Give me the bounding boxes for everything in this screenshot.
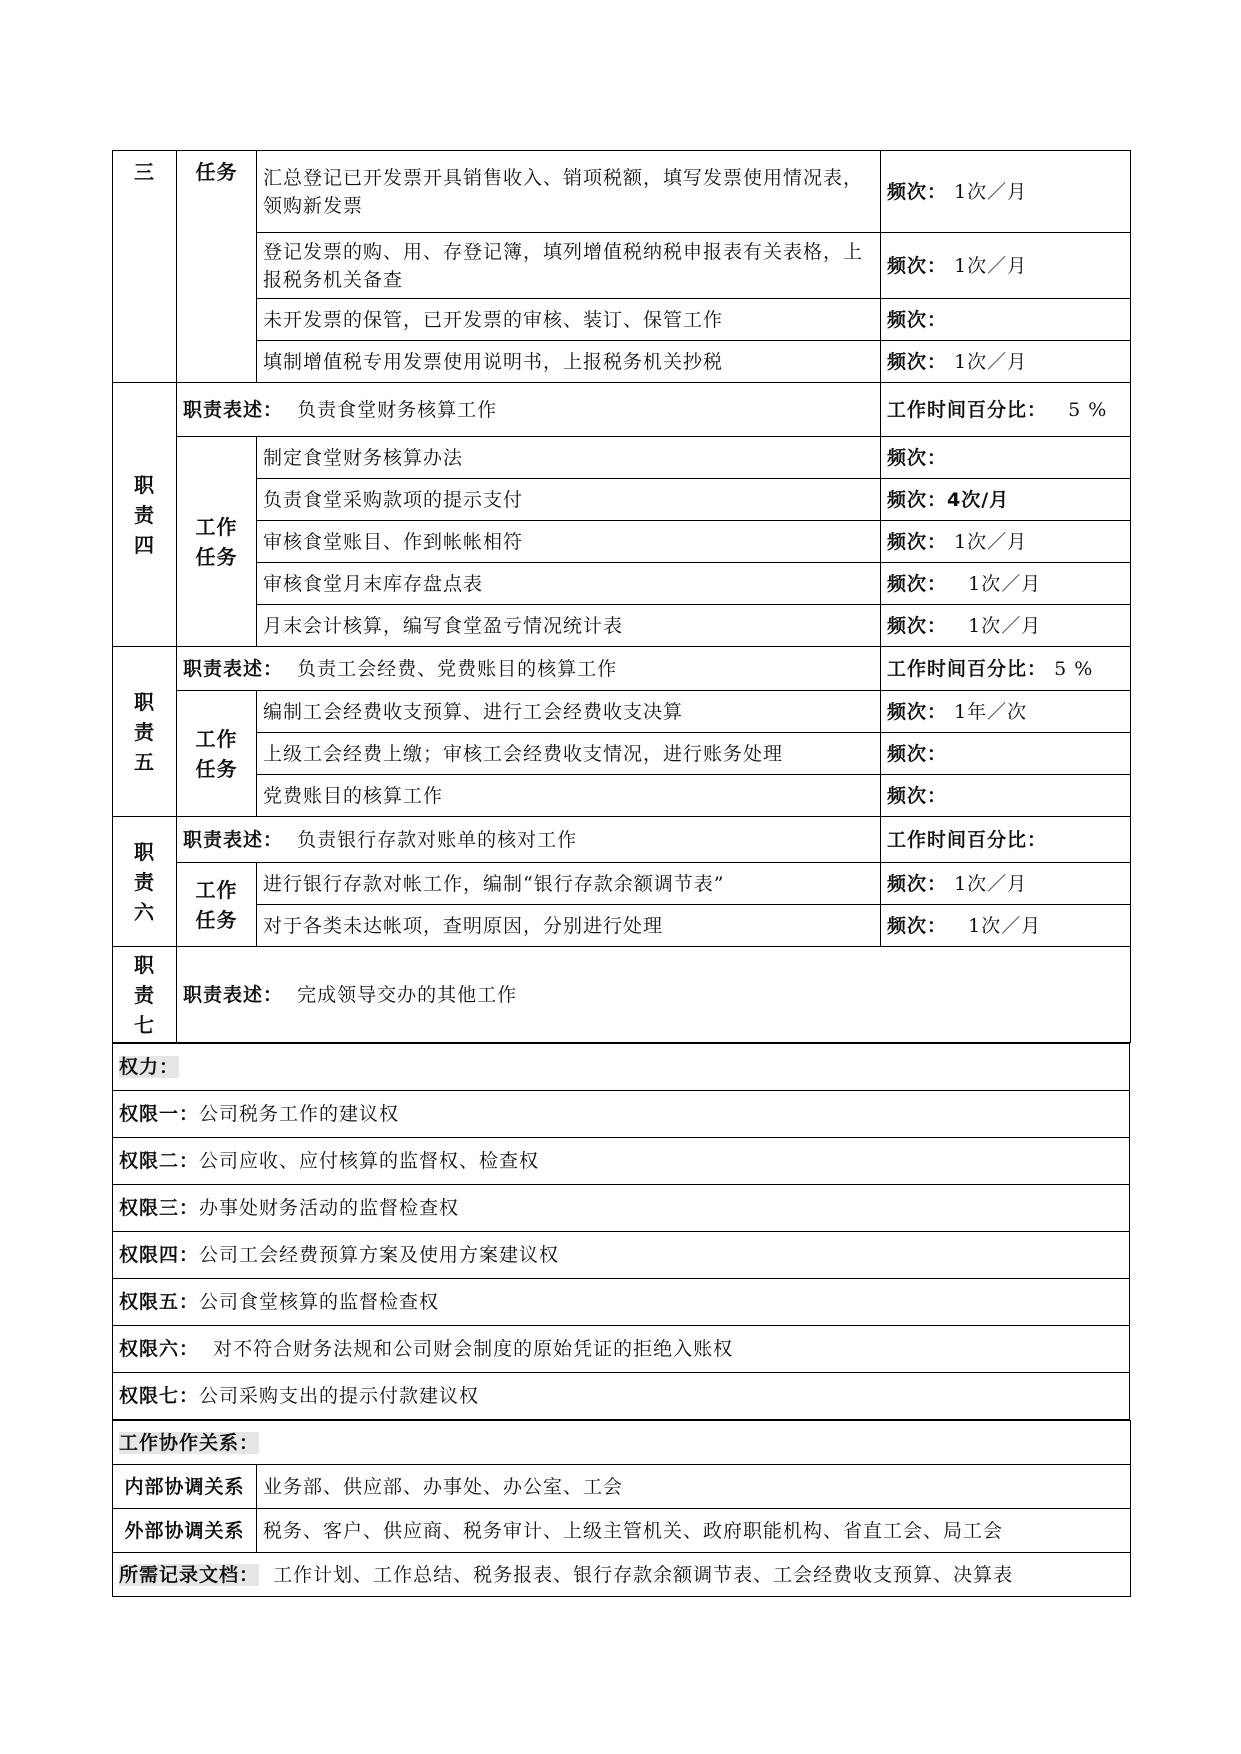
s4-task-row	[113, 479, 1131, 521]
external-label: 外部协调关系	[113, 1509, 257, 1553]
s5-task-frequency: 频次：	[881, 733, 1131, 775]
authority-item: 权限六： 对不符合财务法规和公司财会制度的原始凭证的拒绝入账权	[113, 1326, 1130, 1373]
s4-task-text: 制定食堂财务核算办法	[257, 437, 881, 479]
s3-label: 三	[113, 151, 177, 383]
s5-task-frequency: 频次：	[881, 775, 1131, 817]
internal-row	[113, 1465, 1131, 1509]
s3-task-row	[113, 299, 1131, 341]
s3-task-text: 填制增值税专用发票使用说明书，上报税务机关抄税	[257, 341, 881, 383]
s6-task-frequency: 频次： 1次／月	[881, 863, 1131, 905]
external-value: 税务、客户、供应商、税务审计、上级主管机关、政府职能机构、省直工会、局工会	[257, 1509, 1131, 1553]
s3-task-label: 任务	[177, 151, 257, 383]
s3-task-row	[113, 151, 1131, 233]
authority-item: 权限五：公司食堂核算的监督检查权	[113, 1279, 1130, 1326]
s6-task-text: 进行银行存款对帐工作，编制“银行存款余额调节表”	[257, 863, 881, 905]
s4-task-frequency: 频次： 1次／月	[881, 563, 1131, 605]
s4-task-frequency: 频次： 1次／月	[881, 605, 1131, 647]
s3-task-row	[113, 233, 1131, 299]
authority-title: 权力：	[113, 1044, 1130, 1091]
s5-desc: 职责表述： 负责工会经费、党费账目的核算工作	[177, 647, 881, 691]
s3-task-frequency: 频次： 1次／月	[881, 151, 1131, 233]
s6-task-text: 对于各类未达帐项，查明原因，分别进行处理	[257, 905, 881, 947]
s3-task-row	[113, 341, 1131, 383]
s5-weight: 工作时间百分比： 5 %	[881, 647, 1131, 691]
s6-desc: 职责表述： 负责银行存款对账单的核对工作	[177, 817, 881, 863]
authority-row	[113, 1232, 1130, 1279]
authority-table	[112, 1043, 1130, 1420]
s4-task-text: 审核食堂账目、作到帐帐相符	[257, 521, 881, 563]
collaboration-title: 工作协作关系：	[113, 1421, 1131, 1465]
s4-task-row	[113, 605, 1131, 647]
s4-desc: 职责表述： 负责食堂财务核算工作	[177, 383, 881, 437]
s6-task-row	[113, 863, 1131, 905]
s4-task-row	[113, 563, 1131, 605]
records: 所需记录文档： 工作计划、工作总结、税务报表、银行存款余额调节表、工会经费收支预算、决算表	[113, 1553, 1131, 1597]
s6-task-row	[113, 905, 1131, 947]
s5-task-row	[113, 733, 1131, 775]
records-row	[113, 1553, 1131, 1597]
authority-row	[113, 1138, 1130, 1185]
s6-desc-row	[113, 817, 1131, 863]
s4-task-row	[113, 437, 1131, 479]
s4-label: 职 责 四	[113, 383, 177, 647]
collaboration-title-row	[113, 1421, 1131, 1465]
s4-desc-row	[113, 383, 1131, 437]
s5-task-text: 上级工会经费上缴；审核工会经费收支情况，进行账务处理	[257, 733, 881, 775]
s5-task-row	[113, 691, 1131, 733]
s4-task-frequency: 频次： 1次／月	[881, 521, 1131, 563]
s6-task-frequency: 频次： 1次／月	[881, 905, 1131, 947]
s3-task-text: 未开发票的保管，已开发票的审核、装订、保管工作	[257, 299, 881, 341]
s5-task-text: 党费账目的核算工作	[257, 775, 881, 817]
authority-item: 权限二：公司应收、应付核算的监督权、检查权	[113, 1138, 1130, 1185]
s6-label: 职 责 六	[113, 817, 177, 947]
s7-desc-row	[113, 947, 1131, 1043]
s4-task-frequency: 频次：4次/月	[881, 479, 1131, 521]
s3-task-frequency: 频次： 1次／月	[881, 341, 1131, 383]
external-row	[113, 1509, 1131, 1553]
s4-task-frequency: 频次：	[881, 437, 1131, 479]
s4-weight: 工作时间百分比： 5 %	[881, 383, 1131, 437]
s4-task-row	[113, 521, 1131, 563]
authority-row	[113, 1326, 1130, 1373]
s5-label: 职 责 五	[113, 647, 177, 817]
s3-task-frequency: 频次：	[881, 299, 1131, 341]
s3-task-text: 汇总登记已开发票开具销售收入、销项税额，填写发票使用情况表，领购新发票	[257, 151, 881, 233]
authority-item: 权限三：办事处财务活动的监督检查权	[113, 1185, 1130, 1232]
s4-task-text: 负责食堂采购款项的提示支付	[257, 479, 881, 521]
authority-row	[113, 1091, 1130, 1138]
s4-task-label: 工作 任务	[177, 437, 257, 647]
authority-item: 权限七：公司采购支出的提示付款建议权	[113, 1373, 1130, 1420]
s6-weight: 工作时间百分比：	[881, 817, 1131, 863]
authority-row	[113, 1185, 1130, 1232]
s7-label: 职 责 七	[113, 947, 177, 1043]
s6-task-label: 工作 任务	[177, 863, 257, 947]
authority-row	[113, 1279, 1130, 1326]
s5-desc-row	[113, 647, 1131, 691]
s5-task-row	[113, 775, 1131, 817]
job-description-page	[112, 150, 1130, 1597]
duties-table	[112, 150, 1131, 1043]
internal-value: 业务部、供应部、办事处、办公室、工会	[257, 1465, 1131, 1509]
internal-label: 内部协调关系	[113, 1465, 257, 1509]
authority-item: 权限四：公司工会经费预算方案及使用方案建议权	[113, 1232, 1130, 1279]
s4-task-text: 审核食堂月末库存盘点表	[257, 563, 881, 605]
s3-task-frequency: 频次： 1次／月	[881, 233, 1131, 299]
authority-row	[113, 1373, 1130, 1420]
s5-task-frequency: 频次： 1年／次	[881, 691, 1131, 733]
authority-title-row	[113, 1044, 1130, 1091]
s5-task-text: 编制工会经费收支预算、进行工会经费收支决算	[257, 691, 881, 733]
collaboration-table	[112, 1420, 1131, 1597]
s7-desc: 职责表述： 完成领导交办的其他工作	[177, 947, 1131, 1043]
authority-item: 权限一：公司税务工作的建议权	[113, 1091, 1130, 1138]
s3-task-text: 登记发票的购、用、存登记簿，填列增值税纳税申报表有关表格，上报税务机关备查	[257, 233, 881, 299]
s4-task-text: 月末会计核算，编写食堂盈亏情况统计表	[257, 605, 881, 647]
s5-task-label: 工作 任务	[177, 691, 257, 817]
